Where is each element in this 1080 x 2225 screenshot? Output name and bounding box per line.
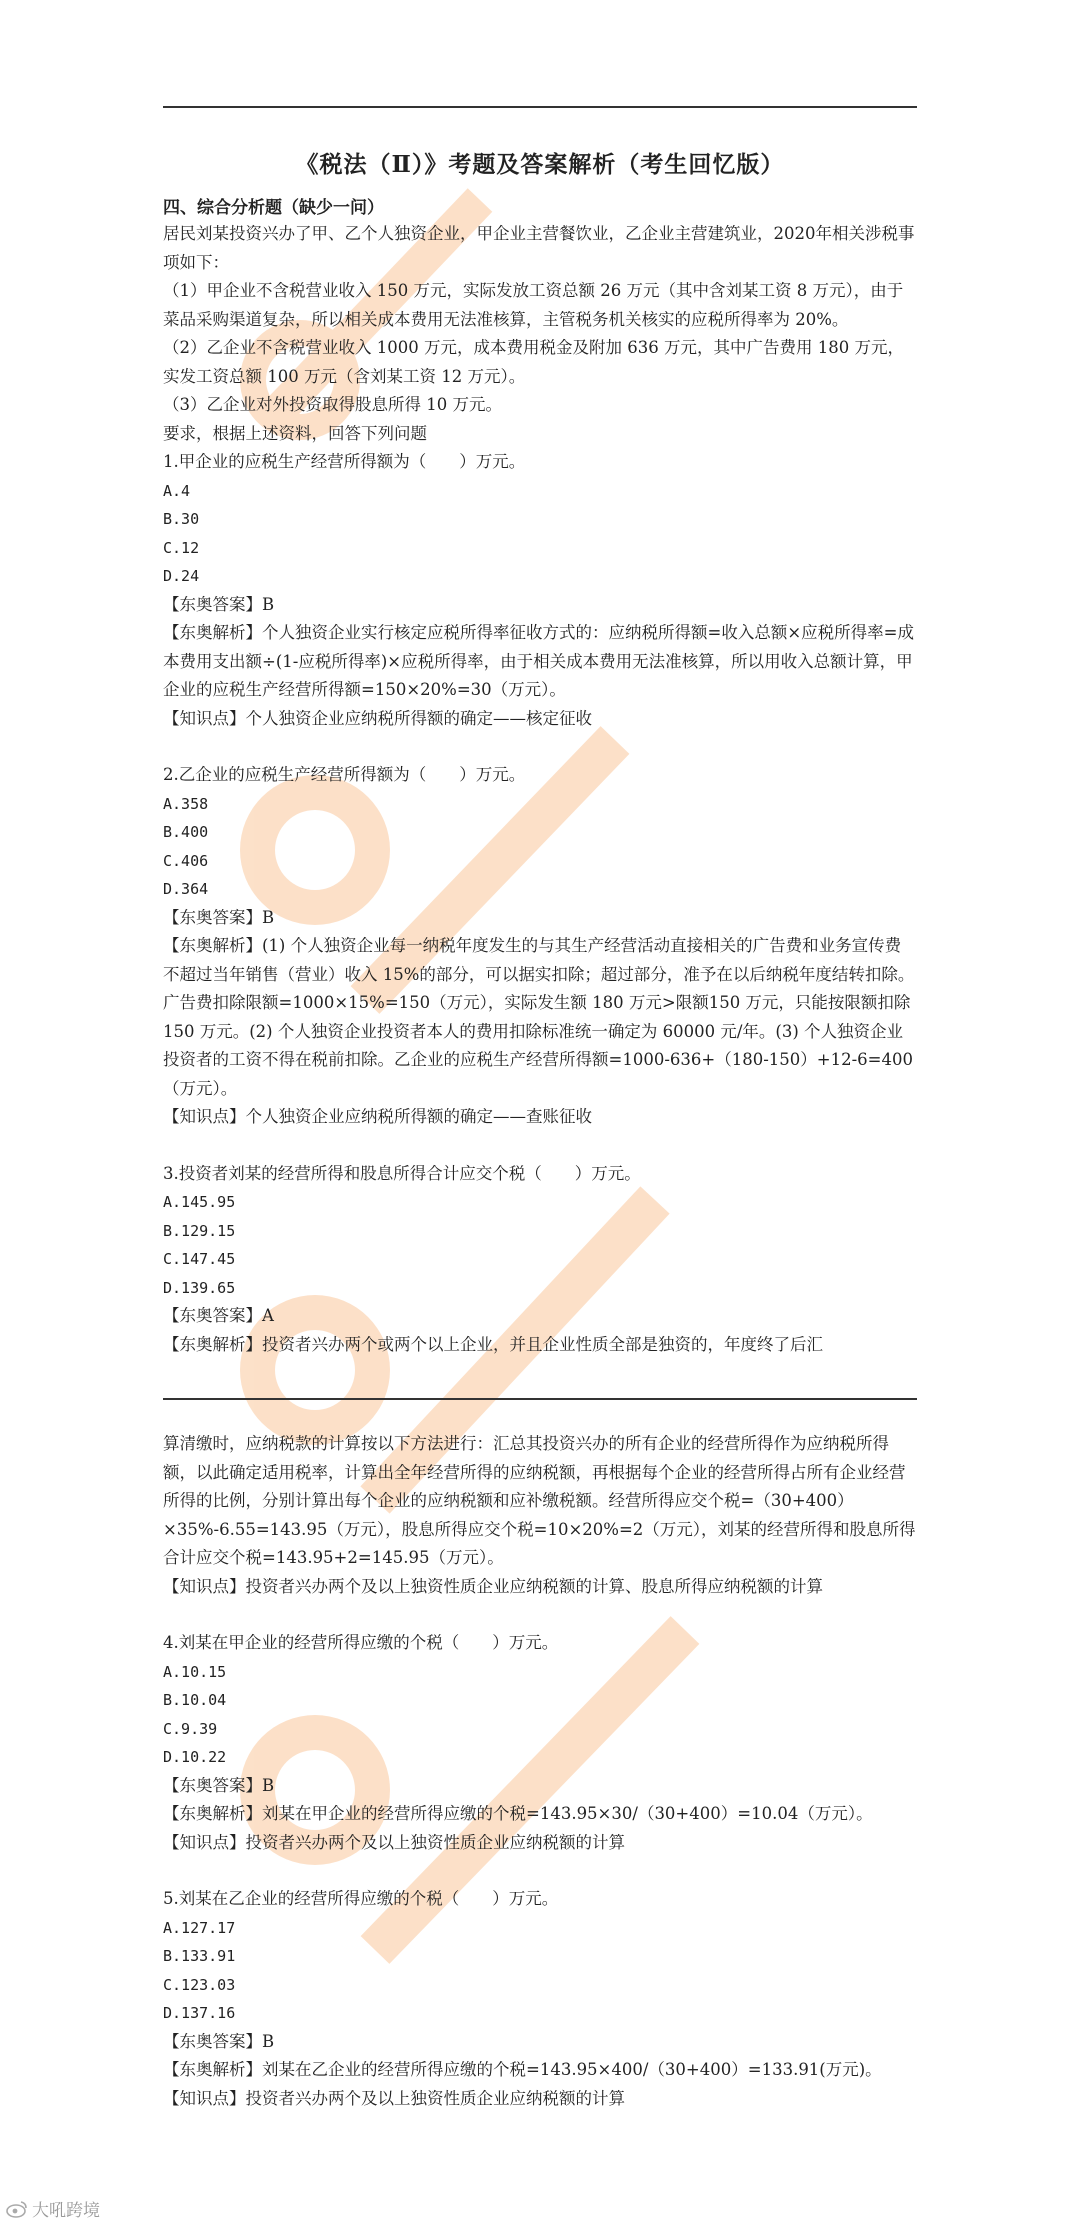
question-stem: 3.投资者刘某的经营所得和股息所得合计应交个税（ ）万元。 bbox=[163, 1163, 641, 1183]
answer: 【东奥答案】A bbox=[163, 1306, 274, 1325]
answer: 【东奥答案】B bbox=[163, 1775, 275, 1795]
option-d: D.364 bbox=[163, 880, 209, 898]
top-rule bbox=[163, 106, 917, 108]
option-a: A.145.95 bbox=[163, 1193, 236, 1211]
option-c: C.12 bbox=[163, 538, 200, 557]
question-stem: 1.甲企业的应税生产经营所得额为（ ）万元。 bbox=[163, 452, 526, 471]
option-c: C.147.45 bbox=[163, 1250, 236, 1268]
question-stem: 5.刘某在乙企业的经营所得应缴的个税（ ）万元。 bbox=[163, 1889, 559, 1908]
intro-paragraph: （3）乙企业对外投资取得股息所得 10 万元。 bbox=[163, 395, 502, 414]
page-break-rule bbox=[163, 1398, 917, 1400]
analysis: 【东奥解析】刘某在甲企业的经营所得应缴的个税=143.95×30/（30+400）=10.04（万元）。 bbox=[163, 1804, 873, 1823]
analysis: 【东奥解析】投资者兴办两个或两个以上企业，并且企业性质全部是独资的，年度终了后汇 bbox=[163, 1334, 823, 1354]
analysis: 【东奥解析】刘某在乙企业的经营所得应缴的个税=143.95×400/（30+400）=133.91(万元)。 bbox=[163, 2060, 882, 2079]
intro-paragraph: （2）乙企业不含税营业收入 1000 万元，成本费用税金及附加 636 万元，其中广告费用 180 万元，实发工资总额 100 万元（含刘某工资 12 万元）。 bbox=[163, 338, 904, 386]
option-a: A.358 bbox=[163, 794, 209, 813]
option-b: B.10.04 bbox=[163, 1691, 227, 1709]
knowledge-point: 【知识点】投资者兴办两个及以上独资性质企业应纳税额的计算、股息所得应纳税额的计算 bbox=[163, 1576, 823, 1596]
option-a: A.4 bbox=[163, 481, 191, 500]
footer-text: 大吼跨境 bbox=[32, 2201, 100, 2221]
option-c: C.123.03 bbox=[163, 1975, 236, 1994]
option-d: D.139.65 bbox=[163, 1278, 236, 1297]
document-page-2 bbox=[163, 1430, 917, 2113]
intro-paragraph: 居民刘某投资兴办了甲、乙个人独资企业，甲企业主营餐饮业，乙企业主营建筑业，2020年相关涉税事项如下： bbox=[163, 224, 915, 272]
knowledge-point: 【知识点】个人独资企业应纳税所得额的确定——核定征收 bbox=[163, 708, 592, 728]
footer-watermark bbox=[6, 2196, 100, 2221]
option-a: A.127.17 bbox=[163, 1918, 236, 1937]
section-heading: 四、综合分析题（缺少一问） bbox=[163, 198, 384, 218]
answer: 【东奥答案】B bbox=[163, 2031, 275, 2051]
option-d: D.24 bbox=[163, 567, 200, 585]
doc-title: 《税法（Ⅱ）》考题及答案解析（考生回忆版） bbox=[295, 151, 785, 178]
analysis-continued: 算清缴时，应纳税款的计算按以下方法进行：汇总其投资兴办的所有企业的经营所得作为应纳税所得额，以此确定适用税率，计算出全年经营所得的应纳税额，再根据每个企业的经营所得占所有企业经营所得的比例，分别计算出每个企业的应纳税额和应补缴税额。经营所得应交个税=（30+400）×35%-6.55=143.95（万元），股息所得应交个税=10×20%=2（万元），刘某的经营所得和股息所得合计应交个税=143.95+2=145.95（万元）。 bbox=[163, 1434, 916, 1567]
knowledge-point: 【知识点】投资者兴办两个及以上独资性质企业应纳税额的计算 bbox=[163, 2088, 625, 2108]
question-stem: 4.刘某在甲企业的经营所得应缴的个税（ ）万元。 bbox=[163, 1633, 559, 1652]
option-b: B.129.15 bbox=[163, 1221, 236, 1240]
intro-paragraph: 要求，根据上述资料，回答下列问题 bbox=[163, 423, 427, 443]
analysis: 【东奥解析】(1) 个人独资企业每一纳税年度发生的与其生产经营活动直接相关的广告费和业务宣传费不超过当年销售（营业）收入 15%的部分，可以据实扣除；超过部分，准予在以后纳税年度结转扣除。广告费扣除限额=1000×15%=150（万元），实际发生额 180 万元>限额150 万元，只能按限额扣除 150 万元。(2) 个人独资企业投资者本人的费用扣除标准统一确定为 60000 元/年。(3) 个人独资企业投资者的工资不得在税前扣除。乙企业的应税生产经营所得额=1000-636+（180-150）+12-6=400（万元）。 bbox=[163, 936, 915, 1098]
answer: 【东奥答案】B bbox=[163, 594, 275, 614]
question-stem: 2.乙企业的应税生产经营所得额为（ ）万元。 bbox=[163, 765, 526, 784]
option-c: C.9.39 bbox=[163, 1719, 218, 1738]
analysis: 【东奥解析】个人独资企业实行核定应税所得率征收方式的：应纳税所得额=收入总额×应税所得率=成本费用支出额÷(1-应税所得率)×应税所得率，由于相关成本费用无法准核算，所以用收入总额计算，甲企业的应税生产经营所得额=150×20%=30（万元）。 bbox=[163, 623, 914, 699]
answer: 【东奥答案】B bbox=[163, 907, 275, 927]
option-b: B.400 bbox=[163, 823, 209, 841]
option-a: A.10.15 bbox=[163, 1662, 227, 1681]
option-c: C.406 bbox=[163, 851, 209, 870]
intro-paragraph: （1）甲企业不含税营业收入 150 万元，实际发放工资总额 26 万元（其中含刘某工资 8 万元），由于菜品采购渠道复杂，所以相关成本费用无法准核算，主管税务机关核实的应税所得率为 20%。 bbox=[163, 281, 904, 329]
option-d: D.137.16 bbox=[163, 2004, 236, 2022]
option-d: D.10.22 bbox=[163, 1748, 227, 1766]
option-b: B.133.91 bbox=[163, 1947, 236, 1965]
option-b: B.30 bbox=[163, 510, 200, 528]
weibo-icon bbox=[6, 2200, 28, 2218]
document-page bbox=[163, 0, 917, 1359]
knowledge-point: 【知识点】个人独资企业应纳税所得额的确定——查账征收 bbox=[163, 1107, 592, 1126]
knowledge-point: 【知识点】投资者兴办两个及以上独资性质企业应纳税额的计算 bbox=[163, 1832, 625, 1852]
